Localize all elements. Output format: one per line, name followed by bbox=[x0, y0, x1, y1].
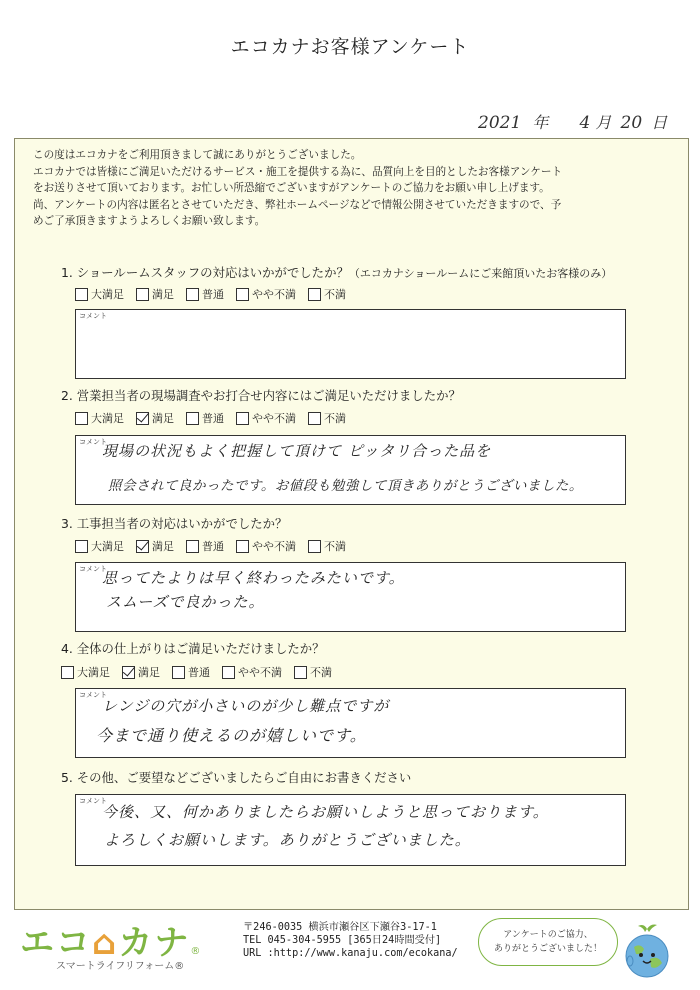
question-2-comment-box[interactable] bbox=[75, 435, 626, 505]
choice-satisfied[interactable] bbox=[136, 538, 174, 554]
question-1-note: （エコカナショールームにご来館頂いたお客様のみ） bbox=[348, 267, 613, 280]
date-month: 4 bbox=[579, 113, 591, 133]
choice-label: やや不満 bbox=[238, 666, 282, 679]
choice-somewhat-dissatisfied[interactable] bbox=[236, 410, 296, 426]
handwritten-comment-line: スムーズで良かった。 bbox=[106, 593, 265, 611]
handwritten-comment-line: 照会されて良かったです。お値段も勉強して頂きありがとうございました。 bbox=[108, 478, 583, 494]
choice-label: 大満足 bbox=[91, 540, 124, 553]
handwritten-comment-line: 今後、又、何かありましたらお願いしようと思っております。 bbox=[102, 803, 549, 821]
date-day-unit: 日 bbox=[651, 113, 668, 132]
checkbox[interactable] bbox=[186, 540, 199, 553]
checkbox-checked[interactable] bbox=[122, 666, 135, 679]
choice-dissatisfied[interactable] bbox=[308, 410, 346, 426]
checkbox[interactable] bbox=[75, 540, 88, 553]
survey-date bbox=[478, 110, 688, 133]
checkbox-checked[interactable] bbox=[136, 540, 149, 553]
choice-dissatisfied[interactable] bbox=[308, 286, 346, 302]
choice-label: 大満足 bbox=[91, 288, 124, 301]
choice-somewhat-dissatisfied[interactable] bbox=[236, 538, 296, 554]
question-1-comment-box[interactable] bbox=[75, 309, 626, 379]
choice-label: 不満 bbox=[324, 288, 346, 301]
comment-label: コメント bbox=[79, 312, 107, 320]
checkbox[interactable] bbox=[236, 288, 249, 301]
address-line: 〒246-0035 横浜市瀬谷区下瀬谷3-17-1 bbox=[243, 922, 437, 933]
survey-panel bbox=[14, 138, 689, 910]
handwritten-comment-line: レンジの穴が小さいのが少し難点ですが bbox=[102, 697, 390, 715]
choice-neutral[interactable] bbox=[186, 538, 224, 554]
logo-registered: ® bbox=[190, 946, 203, 957]
choice-label: 満足 bbox=[138, 666, 160, 679]
choice-label: 普通 bbox=[202, 288, 224, 301]
checkbox[interactable] bbox=[186, 412, 199, 425]
choice-satisfied[interactable] bbox=[136, 286, 174, 302]
intro-line: めご了承頂きますようよろしくお願い致します。 bbox=[33, 215, 266, 228]
choice-neutral[interactable] bbox=[172, 664, 210, 680]
bubble-line: ありがとうございました！ bbox=[493, 944, 602, 954]
choice-label: 大満足 bbox=[91, 412, 124, 425]
checkbox[interactable] bbox=[172, 666, 185, 679]
question-2-title: 2. 営業担当者の現場調査やお打合せ内容にはご満足いただけましたか？ bbox=[61, 388, 461, 403]
comment-label: コメント bbox=[79, 438, 107, 446]
checkbox[interactable] bbox=[308, 540, 321, 553]
choice-label: やや不満 bbox=[252, 540, 296, 553]
question-4-choices bbox=[61, 664, 344, 680]
handwritten-comment-line: 思ってたよりは早く終わったみたいです。 bbox=[102, 569, 405, 587]
choice-label: 大満足 bbox=[77, 666, 110, 679]
checkbox[interactable] bbox=[308, 288, 321, 301]
question-5-title: 5. その他、ご要望などございましたらご自由にお書きください bbox=[61, 770, 412, 785]
choice-label: 満足 bbox=[152, 288, 174, 301]
question-4-title: 4. 全体の仕上がりはご満足いただけましたか？ bbox=[61, 641, 325, 656]
choice-somewhat-dissatisfied[interactable] bbox=[236, 286, 296, 302]
intro-line: 尚、アンケートの内容は匿名とさせていただき、弊社ホームページなどで情報公開させていただきますので、予 bbox=[33, 198, 562, 211]
question-3-title: 3. 工事担当者の対応はいかがでしたか？ bbox=[61, 516, 288, 531]
date-year: 2021 bbox=[478, 113, 522, 133]
question-3-comment-box[interactable] bbox=[75, 562, 626, 632]
comment-label: コメント bbox=[79, 691, 107, 699]
checkbox[interactable] bbox=[236, 540, 249, 553]
choice-label: 不満 bbox=[324, 412, 346, 425]
handwritten-comment-line: 現場の状況もよく把握して頂けて ピッタリ合った品を bbox=[102, 442, 492, 460]
checkbox[interactable] bbox=[136, 288, 149, 301]
choice-label: 普通 bbox=[202, 412, 224, 425]
question-1-title bbox=[61, 263, 612, 281]
question-2-choices bbox=[75, 410, 358, 426]
globe-mascot-icon bbox=[618, 923, 676, 981]
checkbox[interactable] bbox=[75, 288, 88, 301]
choice-label: 満足 bbox=[152, 540, 174, 553]
checkbox[interactable] bbox=[61, 666, 74, 679]
choice-dissatisfied[interactable] bbox=[308, 538, 346, 554]
date-day: 20 bbox=[620, 113, 643, 133]
page-title: エコカナお客様アンケート bbox=[230, 36, 470, 58]
intro-line: をお送りさせて頂いております。お忙しい所恐縮でございますがアンケートのご協力をお願い申し上げます。 bbox=[33, 182, 550, 195]
choice-dissatisfied[interactable] bbox=[294, 664, 332, 680]
handwritten-comment-line: 今まで通り使えるのが嬉しいです。 bbox=[96, 726, 367, 745]
date-month-unit: 月 bbox=[595, 113, 612, 132]
bubble-line: アンケートのご協力、 bbox=[503, 930, 593, 940]
checkbox[interactable] bbox=[75, 412, 88, 425]
choice-very-satisfied[interactable] bbox=[61, 664, 110, 680]
phone-line: TEL 045-304-5955 [365日24時間受付] bbox=[243, 935, 442, 946]
intro-line: この度はエコカナをご利用頂きまして誠にありがとうございました。 bbox=[33, 149, 362, 161]
checkbox[interactable] bbox=[294, 666, 307, 679]
comment-label: コメント bbox=[79, 565, 107, 573]
question-3-choices bbox=[75, 538, 358, 554]
checkbox[interactable] bbox=[186, 288, 199, 301]
choice-neutral[interactable] bbox=[186, 410, 224, 426]
logo-eco: エコ bbox=[20, 923, 92, 963]
choice-very-satisfied[interactable] bbox=[75, 410, 124, 426]
thanks-speech-bubble bbox=[478, 918, 618, 966]
choice-label: やや不満 bbox=[252, 288, 296, 301]
question-4-comment-box[interactable] bbox=[75, 688, 626, 758]
checkbox[interactable] bbox=[222, 666, 235, 679]
checkbox[interactable] bbox=[236, 412, 249, 425]
question-1-choices bbox=[75, 286, 358, 302]
question-1-text: 1. ショールームスタッフの対応はいかがでしたか？ bbox=[61, 265, 349, 280]
intro-line: エコカナでは皆様にご満足いただけるサービス・施工を提供する為に、品質向上を目的としたお客様アンケート bbox=[33, 165, 563, 178]
choice-label: 普通 bbox=[202, 540, 224, 553]
choice-neutral[interactable] bbox=[186, 286, 224, 302]
choice-very-satisfied[interactable] bbox=[75, 538, 124, 554]
choice-satisfied[interactable] bbox=[136, 410, 174, 426]
choice-satisfied[interactable] bbox=[122, 664, 160, 680]
checkbox[interactable] bbox=[308, 412, 321, 425]
house-icon: ⌂ bbox=[92, 923, 119, 963]
logo-tagline: スマートライフリフォーム® bbox=[56, 961, 185, 972]
choice-label: 満足 bbox=[152, 412, 174, 425]
question-5-comment-box[interactable] bbox=[75, 794, 626, 866]
choice-somewhat-dissatisfied[interactable] bbox=[222, 664, 282, 680]
choice-label: 不満 bbox=[310, 666, 332, 679]
intro-text bbox=[33, 147, 678, 230]
date-year-unit: 年 bbox=[532, 113, 549, 132]
choice-label: やや不満 bbox=[252, 412, 296, 425]
url-line: URL :http://www.kanaju.com/ecokana/ bbox=[243, 948, 458, 959]
choice-label: 不満 bbox=[324, 540, 346, 553]
choice-label: 普通 bbox=[188, 666, 210, 679]
handwritten-comment-line: よろしくお願いします。ありがとうございました。 bbox=[104, 831, 471, 849]
comment-label: コメント bbox=[79, 797, 107, 805]
company-address bbox=[243, 921, 458, 960]
checkbox-checked[interactable] bbox=[136, 412, 149, 425]
ecokana-logo bbox=[20, 915, 215, 975]
logo-kana: カナ bbox=[118, 923, 191, 963]
choice-very-satisfied[interactable] bbox=[75, 286, 124, 302]
